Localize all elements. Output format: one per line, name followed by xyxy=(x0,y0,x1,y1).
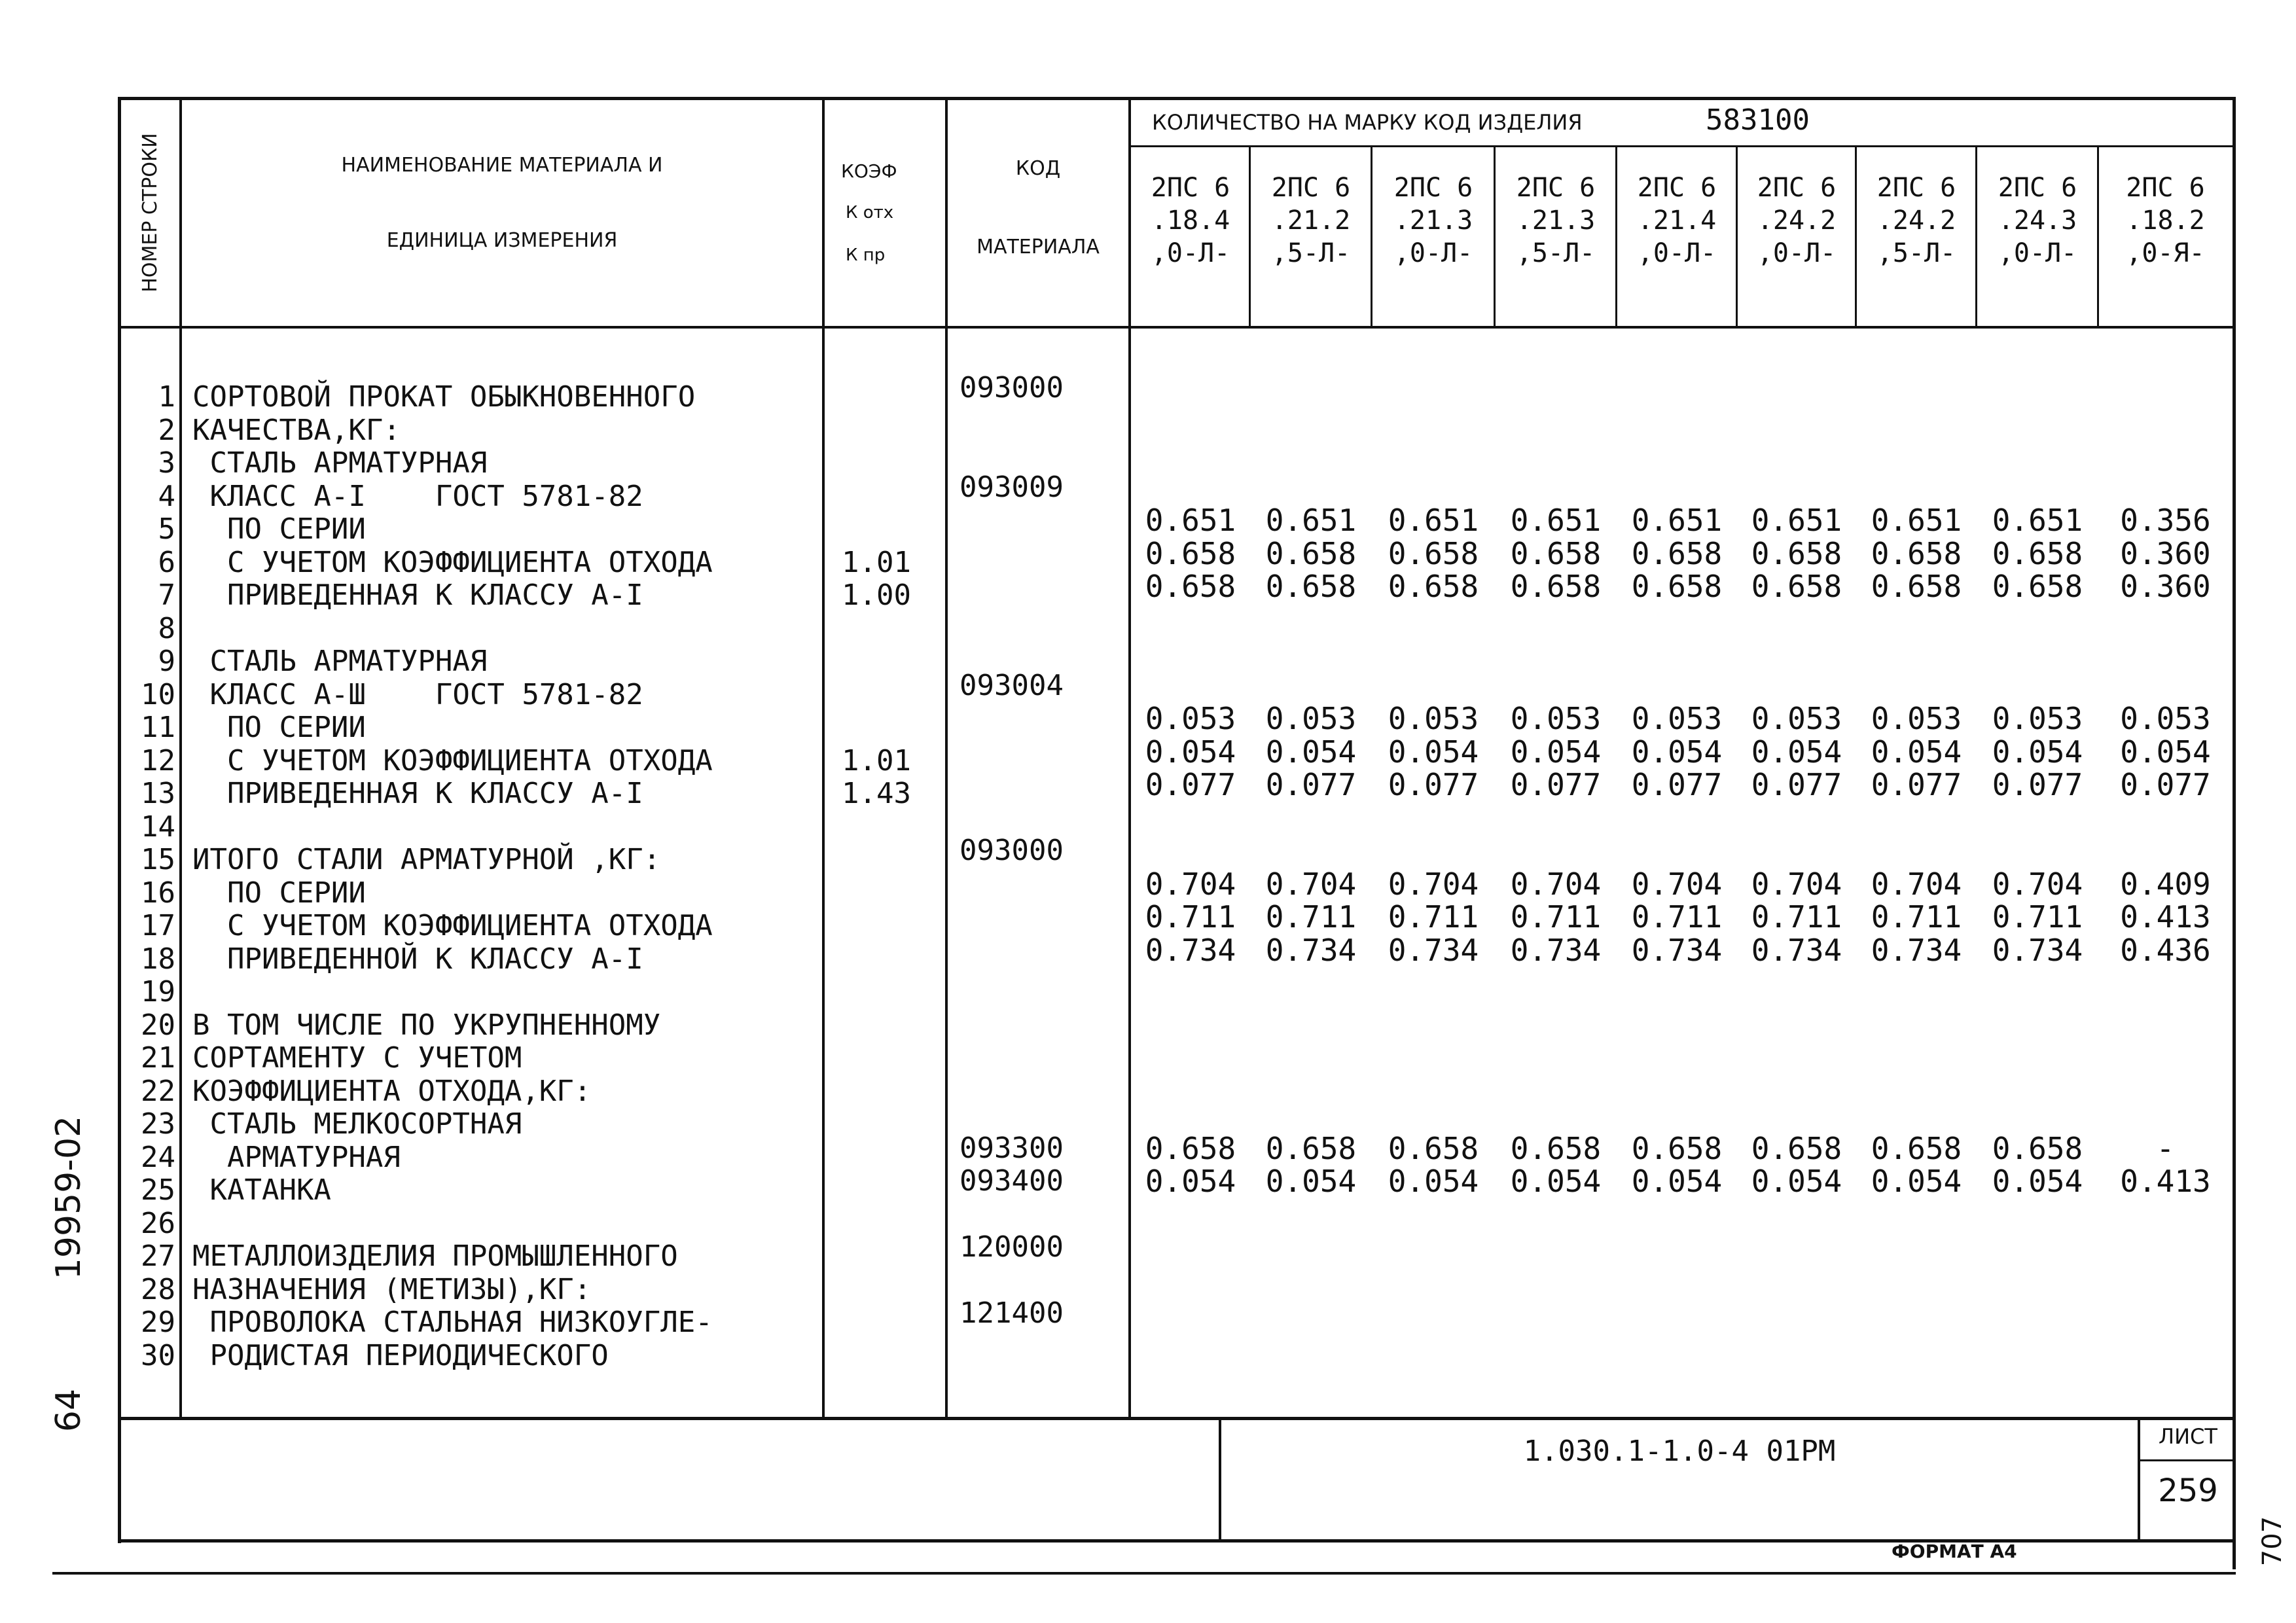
sheet-label: ЛИСТ xyxy=(2159,1424,2217,1449)
row-quantity-value: 0.704 xyxy=(1992,866,2083,902)
product-column-header-line: 2ПС 6 xyxy=(1271,173,1351,203)
product-column-header-line: ,5-Л- xyxy=(1876,238,1956,268)
row-quantity-value: 0.077 xyxy=(1265,767,1357,802)
row-quantity-value: 0.734 xyxy=(1388,932,1479,968)
row-quantity-value: 0.704 xyxy=(1510,866,1602,902)
product-column-header xyxy=(1977,171,2098,270)
row-quantity-value: 0.711 xyxy=(1631,899,1723,935)
row-quantity-value: 0.734 xyxy=(1265,932,1357,968)
row-number: 17 xyxy=(141,909,175,942)
row-quantity-value: 0.651 xyxy=(1992,503,2083,538)
row-quantity-value: 0.658 xyxy=(1871,535,1962,571)
coef-pr-label: К пр xyxy=(846,245,886,265)
row-quantity-value: 0.054 xyxy=(1992,1164,2083,1199)
row-quantity-value: 0.054 xyxy=(1388,734,1479,770)
row-number: 4 xyxy=(158,479,175,513)
row-quantity-value: 0.711 xyxy=(1265,899,1357,935)
document-code: 1.030.1-1.0-4 01РМ xyxy=(1523,1435,1836,1468)
row-number: 16 xyxy=(141,876,175,910)
row-quantity-value: 0.658 xyxy=(1871,569,1962,604)
product-column-header-line: 2ПС 6 xyxy=(1757,173,1837,203)
row-material-code: 093300 xyxy=(960,1131,1064,1165)
product-column-header-line: .21.4 xyxy=(1637,205,1717,236)
row-quantity-value: 0.077 xyxy=(1145,767,1236,802)
col-divider-name xyxy=(822,97,825,1417)
frame-top-line xyxy=(118,97,2236,100)
row-number: 20 xyxy=(141,1008,175,1042)
product-column-header-line: .21.3 xyxy=(1516,205,1596,236)
row-material-name: КЛАСС А-Ш ГОСТ 5781-82 xyxy=(192,677,643,711)
product-column-header-line: ,0-Л- xyxy=(1151,238,1230,268)
row-quantity-value: 0.734 xyxy=(1510,932,1602,968)
product-column-header-line: 2ПС 6 xyxy=(1876,173,1956,203)
row-number: 30 xyxy=(141,1338,175,1372)
name-header-line-1: НАИМЕНОВАНИЕ МАТЕРИАЛА И xyxy=(341,154,663,177)
row-quantity-value: 0.360 xyxy=(2120,535,2211,571)
frame-left-line xyxy=(118,97,121,1543)
row-quantity-value: 0.053 xyxy=(1751,701,1842,736)
col-divider-coef xyxy=(945,97,948,1417)
row-material-name: СОРТАМЕНТУ С УЧЕТОМ xyxy=(192,1041,522,1075)
row-number: 27 xyxy=(141,1240,175,1273)
side-small-number: 64 xyxy=(49,1388,88,1433)
col-divider-rowno xyxy=(179,97,182,1417)
row-coefficient: 1.43 xyxy=(842,777,911,810)
row-number: 3 xyxy=(158,446,175,480)
row-quantity-value: 0.077 xyxy=(1631,767,1723,802)
product-column-header-line: 2ПС 6 xyxy=(1151,173,1230,203)
row-number: 9 xyxy=(158,645,175,678)
row-material-code: 093000 xyxy=(960,371,1064,404)
row-material-name: ПРИВЕДЕННАЯ К КЛАССУ А-I xyxy=(192,579,643,612)
row-quantity-value: 0.054 xyxy=(1510,734,1602,770)
row-number: 26 xyxy=(141,1206,175,1240)
row-material-name: КОЭФФИЦИЕНТА ОТХОДА,КГ: xyxy=(192,1074,592,1108)
sheet-box-mid xyxy=(2138,1459,2236,1461)
row-number: 14 xyxy=(141,810,175,844)
row-quantity-value: 0.711 xyxy=(1510,899,1602,935)
row-quantity-value: 0.658 xyxy=(1751,535,1842,571)
row-material-name: КЛАСС А-I ГОСТ 5781-82 xyxy=(192,479,643,513)
product-column-header-line: ,0-Л- xyxy=(1757,238,1837,268)
product-column-header-line: .18.2 xyxy=(2126,205,2205,236)
row-quantity-value: 0.711 xyxy=(1871,899,1962,935)
frame-right-line xyxy=(2233,97,2236,1569)
row-number: 11 xyxy=(141,711,175,744)
row-quantity-value: 0.658 xyxy=(1510,535,1602,571)
row-number: 18 xyxy=(141,942,175,976)
row-number: 6 xyxy=(158,545,175,579)
product-column-header-line: ,0-Л- xyxy=(1998,238,2077,268)
row-quantity-value: 0.658 xyxy=(1871,1130,1962,1166)
row-quantity-value: 0.658 xyxy=(1265,569,1357,604)
product-column-header xyxy=(1617,171,1737,270)
product-column-header xyxy=(1131,171,1250,270)
row-quantity-value: 0.054 xyxy=(1631,1164,1723,1199)
row-number: 25 xyxy=(141,1173,175,1207)
corner-number: 707 xyxy=(2257,1516,2287,1567)
code-header-line-2: МАТЕРИАЛА xyxy=(977,236,1100,259)
row-number: 2 xyxy=(158,413,175,447)
row-quantity-value: 0.658 xyxy=(1631,569,1723,604)
row-quantity-value: 0.651 xyxy=(1145,503,1236,538)
product-code: 583100 xyxy=(1706,103,1810,137)
product-column-header-line: ,0-Л- xyxy=(1637,238,1717,268)
row-quantity-value: 0.053 xyxy=(1145,701,1236,736)
row-quantity-value: 0.077 xyxy=(1388,767,1479,802)
row-coefficient: 1.01 xyxy=(842,743,911,777)
row-quantity-value: 0.053 xyxy=(1871,701,1962,736)
row-material-name: ПРОВОЛОКА СТАЛЬНАЯ НИЗКОУГЛЕ- xyxy=(192,1306,713,1339)
row-material-name: СОРТОВОЙ ПРОКАТ ОБЫКНОВЕННОГО xyxy=(192,380,696,414)
row-quantity-value: 0.658 xyxy=(1388,1130,1479,1166)
row-quantity-value: 0.054 xyxy=(1388,1164,1479,1199)
row-quantity-value: 0.704 xyxy=(1751,866,1842,902)
product-column-header-line: .21.3 xyxy=(1393,205,1473,236)
row-quantity-value: 0.054 xyxy=(1871,1164,1962,1199)
product-column-header-line: .24.3 xyxy=(1998,205,2077,236)
row-quantity-value: 0.436 xyxy=(2120,932,2211,968)
row-number: 12 xyxy=(141,743,175,777)
code-header-line-1: КОД xyxy=(1015,157,1061,180)
product-column-header-line: .18.4 xyxy=(1151,205,1230,236)
row-quantity-value: 0.054 xyxy=(1145,734,1236,770)
product-column-header-line: ,5-Л- xyxy=(1516,238,1596,268)
row-number: 5 xyxy=(158,512,175,546)
format-label: ФОРМАТ А4 xyxy=(1892,1541,2017,1562)
row-quantity-value: 0.054 xyxy=(1751,1164,1842,1199)
row-coefficient: 1.00 xyxy=(842,579,911,612)
row-quantity-value: 0.053 xyxy=(1388,701,1479,736)
row-number: 29 xyxy=(141,1306,175,1339)
row-quantity-value: 0.734 xyxy=(1631,932,1723,968)
product-column-header xyxy=(1856,171,1977,270)
product-column-header xyxy=(2098,171,2233,270)
row-number: 15 xyxy=(141,843,175,876)
row-quantity-value: 0.054 xyxy=(1265,1164,1357,1199)
row-quantity-value: 0.053 xyxy=(2120,701,2211,736)
product-column-header xyxy=(1737,171,1856,270)
row-quantity-value: 0.651 xyxy=(1265,503,1357,538)
product-column-header-line: ,0-Я- xyxy=(2126,238,2205,268)
row-quantity-value: 0.054 xyxy=(1145,1164,1236,1199)
product-column-header-line: 2ПС 6 xyxy=(2126,173,2205,203)
row-material-name: РОДИСТАЯ ПЕРИОДИЧЕСКОГО xyxy=(192,1338,609,1372)
row-number: 8 xyxy=(158,611,175,645)
row-quantity-value: 0.651 xyxy=(1871,503,1962,538)
row-number: 1 xyxy=(158,380,175,414)
row-quantity-value: 0.054 xyxy=(1631,734,1723,770)
product-column-header xyxy=(1495,171,1617,270)
row-quantity-value: 0.658 xyxy=(1751,1130,1842,1166)
row-quantity-value: 0.651 xyxy=(1510,503,1602,538)
row-number: 28 xyxy=(141,1272,175,1306)
row-quantity-value: 0.704 xyxy=(1871,866,1962,902)
row-material-name: НАЗНАЧЕНИЯ (МЕТИЗЫ),КГ: xyxy=(192,1272,592,1306)
row-number: 10 xyxy=(141,677,175,711)
row-material-name: ПО СЕРИИ xyxy=(192,512,366,546)
row-quantity-value: 0.711 xyxy=(1145,899,1236,935)
product-column-header-line: .24.2 xyxy=(1876,205,1956,236)
page-bottom-line xyxy=(52,1572,2236,1575)
row-material-name: СТАЛЬ МЕЛКОСОРТНАЯ xyxy=(192,1107,522,1141)
row-quantity-value: 0.658 xyxy=(1631,535,1723,571)
row-material-name: С УЧЕТОМ КОЭФФИЦИЕНТА ОТХОДА xyxy=(192,743,713,777)
row-quantity-value: 0.658 xyxy=(1510,569,1602,604)
row-quantity-value: 0.413 xyxy=(2120,1164,2211,1199)
row-number-header: НОМЕР СТРОКИ xyxy=(139,133,162,293)
row-quantity-value: 0.658 xyxy=(1992,1130,2083,1166)
row-quantity-value: 0.053 xyxy=(1265,701,1357,736)
row-number: 13 xyxy=(141,777,175,810)
row-material-code: 093400 xyxy=(960,1164,1064,1198)
product-column-header-line: .24.2 xyxy=(1757,205,1837,236)
name-header-line-2: ЕДИНИЦА ИЗМЕРЕНИЯ xyxy=(386,229,618,252)
row-quantity-value: 0.077 xyxy=(1751,767,1842,802)
row-material-name: ПО СЕРИИ xyxy=(192,876,366,910)
row-number: 7 xyxy=(158,579,175,612)
row-quantity-value: 0.053 xyxy=(1631,701,1723,736)
product-column-header-line: ,5-Л- xyxy=(1271,238,1351,268)
row-quantity-value: 0.658 xyxy=(1265,535,1357,571)
side-archive-number: 19959-02 xyxy=(49,1115,88,1280)
quantity-header: КОЛИЧЕСТВО НА МАРКУ КОД ИЗДЕЛИЯ xyxy=(1152,110,1583,135)
row-quantity-value: 0.658 xyxy=(1631,1130,1723,1166)
row-quantity-value: 0.053 xyxy=(1992,701,2083,736)
row-quantity-value: 0.734 xyxy=(1871,932,1962,968)
row-quantity-value: 0.651 xyxy=(1751,503,1842,538)
row-quantity-value: 0.711 xyxy=(1992,899,2083,935)
row-material-name: С УЧЕТОМ КОЭФФИЦИЕНТА ОТХОДА xyxy=(192,545,713,579)
row-quantity-value: 0.704 xyxy=(1145,866,1236,902)
coef-otx-label: К отх xyxy=(846,203,894,223)
row-quantity-value: 0.360 xyxy=(2120,569,2211,604)
row-material-name: КАЧЕСТВА,КГ: xyxy=(192,413,401,447)
row-quantity-value: - xyxy=(2156,1130,2175,1166)
row-quantity-value: 0.734 xyxy=(1145,932,1236,968)
row-material-name: ИТОГО СТАЛИ АРМАТУРНОЙ ,КГ: xyxy=(192,843,661,876)
body-bottom-line xyxy=(118,1417,2236,1420)
row-quantity-value: 0.658 xyxy=(1751,569,1842,604)
row-material-name: КАТАНКА xyxy=(192,1173,331,1207)
product-column-header-line: 2ПС 6 xyxy=(1393,173,1473,203)
row-material-name: ПРИВЕДЕННОЙ К КЛАССУ А-I xyxy=(192,942,643,976)
row-material-code: 093009 xyxy=(960,470,1064,504)
row-quantity-value: 0.409 xyxy=(2120,866,2211,902)
product-column-header xyxy=(1250,171,1372,270)
row-quantity-value: 0.734 xyxy=(1992,932,2083,968)
row-material-code: 120000 xyxy=(960,1230,1064,1264)
row-material-name: С УЧЕТОМ КОЭФФИЦИЕНТА ОТХОДА xyxy=(192,909,713,942)
product-column-header-line: 2ПС 6 xyxy=(1998,173,2077,203)
row-quantity-value: 0.077 xyxy=(1510,767,1602,802)
product-column-header-line: ,0-Л- xyxy=(1393,238,1473,268)
row-material-name: СТАЛЬ АРМАТУРНАЯ xyxy=(192,645,488,678)
row-quantity-value: 0.658 xyxy=(1145,1130,1236,1166)
product-column-header-line: 2ПС 6 xyxy=(1516,173,1596,203)
row-quantity-value: 0.704 xyxy=(1388,866,1479,902)
row-material-name: ПО СЕРИИ xyxy=(192,711,366,744)
row-quantity-value: 0.651 xyxy=(1388,503,1479,538)
row-material-name: ПРИВЕДЕННАЯ К КЛАССУ А-I xyxy=(192,777,643,810)
product-column-header-line: 2ПС 6 xyxy=(1637,173,1717,203)
row-quantity-value: 0.658 xyxy=(1265,1130,1357,1166)
row-quantity-value: 0.711 xyxy=(1388,899,1479,935)
qty-header-line xyxy=(1128,145,2236,147)
row-quantity-value: 0.651 xyxy=(1631,503,1723,538)
row-quantity-value: 0.054 xyxy=(1751,734,1842,770)
row-coefficient: 1.01 xyxy=(842,545,911,579)
row-material-name: МЕТАЛЛОИЗДЕЛИЯ ПРОМЫШЛЕННОГО xyxy=(192,1240,678,1273)
row-quantity-value: 0.658 xyxy=(1992,569,2083,604)
row-quantity-value: 0.658 xyxy=(1388,535,1479,571)
row-quantity-value: 0.711 xyxy=(1751,899,1842,935)
row-number: 21 xyxy=(141,1041,175,1075)
row-material-name: В ТОМ ЧИСЛЕ ПО УКРУПНЕННОМУ xyxy=(192,1008,661,1042)
row-quantity-value: 0.658 xyxy=(1510,1130,1602,1166)
row-material-name: СТАЛЬ АРМАТУРНАЯ xyxy=(192,446,488,480)
row-quantity-value: 0.356 xyxy=(2120,503,2211,538)
row-quantity-value: 0.413 xyxy=(2120,899,2211,935)
row-quantity-value: 0.658 xyxy=(1992,535,2083,571)
row-material-code: 121400 xyxy=(960,1296,1064,1330)
row-number: 24 xyxy=(141,1140,175,1174)
row-quantity-value: 0.053 xyxy=(1510,701,1602,736)
row-quantity-value: 0.704 xyxy=(1631,866,1723,902)
product-column-header-line: .21.2 xyxy=(1271,205,1351,236)
row-quantity-value: 0.077 xyxy=(1992,767,2083,802)
row-quantity-value: 0.077 xyxy=(2120,767,2211,802)
row-number: 22 xyxy=(141,1074,175,1108)
row-quantity-value: 0.054 xyxy=(1871,734,1962,770)
row-quantity-value: 0.658 xyxy=(1145,535,1236,571)
sheet-number: 259 xyxy=(2158,1472,2218,1509)
row-quantity-value: 0.054 xyxy=(1265,734,1357,770)
row-quantity-value: 0.734 xyxy=(1751,932,1842,968)
row-quantity-value: 0.658 xyxy=(1145,569,1236,604)
row-quantity-value: 0.704 xyxy=(1265,866,1357,902)
row-quantity-value: 0.658 xyxy=(1388,569,1479,604)
row-number: 23 xyxy=(141,1107,175,1141)
row-quantity-value: 0.054 xyxy=(1510,1164,1602,1199)
row-quantity-value: 0.054 xyxy=(1992,734,2083,770)
row-quantity-value: 0.077 xyxy=(1871,767,1962,802)
header-bottom-line xyxy=(118,326,2236,329)
row-quantity-value: 0.054 xyxy=(2120,734,2211,770)
coef-header: КОЭФ xyxy=(841,160,897,182)
row-material-code: 093004 xyxy=(960,668,1064,702)
row-number: 19 xyxy=(141,975,175,1008)
row-material-name: АРМАТУРНАЯ xyxy=(192,1140,401,1174)
product-column-header xyxy=(1372,171,1495,270)
row-material-code: 093000 xyxy=(960,834,1064,867)
